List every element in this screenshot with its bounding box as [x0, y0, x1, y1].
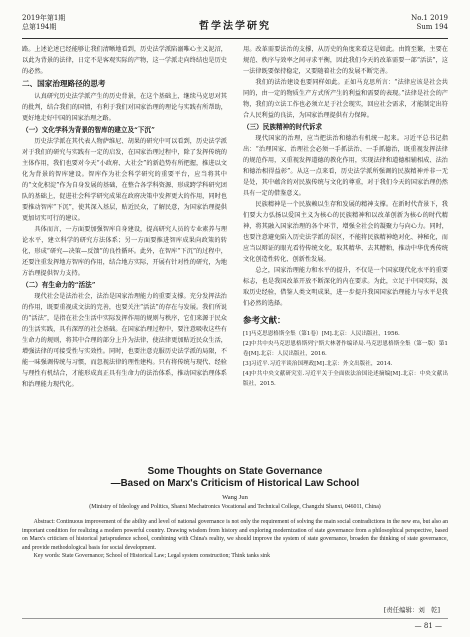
reference-item: [2]中共中央马克思恩格斯列宁斯大林著作编译局.马克思恩格斯全集（第一版）第1卷[M].北京：人民出版社，2016.	[243, 341, 448, 357]
reference-item: [3]习近平.习近平谈治国理政[M].北京：外文出版社，2014.	[243, 361, 393, 367]
journal-section-title: 哲学法学研究	[199, 21, 271, 32]
issue-info-right	[411, 14, 448, 32]
paragraph: 具体而言，一方面要加强智库自身建设，提高研究人员的专业素养与理论水平，建立科学的研究方法体系；另一方面要推进智库成果向政策的转化，形成“研究—决策—反馈”的良性循环。此外，在智库“下沉”的过程中，还要注重发挥地方智库的作用，结合地方实际，开展有针对性的研究，为地方治理提供智力支持。	[22, 226, 227, 277]
english-affiliation: (Ministry of Ideology and Politics, Shanxi Mechatronics Vocational and Technical College, Changzhi Shanxi, 046011, China)	[89, 504, 381, 510]
subsection-heading: （三）民族精神的时代诉求	[243, 123, 323, 131]
paragraph: 认真研究历史法学派产生的历史背景，在这个基础上，继续马克思对其的批判，结合我们的国情，有利于我们对国家治理的理论与实践有所帮助，更好地走好中国的国家治理之路。	[22, 93, 227, 122]
paragraph: 民族精神是一个民族赖以生存和发展的精神支撑。在新时代背景下，我们要大力弘扬以爱国主义为核心的民族精神和以改革创新为核心的时代精神，将其融入国家治理的各个环节，增强全社会的凝聚力与向心力。同时，也要注意避免陷入历史法学派的误区，不能将民族精神绝对化、神秘化，而应当以辩证的眼光看待传统文化，取其精华、去其糟粕，推动中华优秀传统文化创造性转化、创新性发展。	[243, 201, 448, 263]
paragraph: 现代社会是法治社会，法治是国家治理能力的重要支撑。充分发挥法治的作用，既要重视成文法的完善，也要关注“活法”的存在与发展。我们所说的“活法”，是指在社会生活中实际发挥作用的规则与秩序，它们来源于民众的生活实践，具有深厚的社会基础。在国家治理过程中，要注意吸收这些有生命力的规则，将其中合理的部分上升为法律，使法律更加贴近民众生活，增强法律的可接受性与实效性。同时，也要注意克服历史法学派的局限，不能一味强调传统与习惯，而忽视法律的理性建构。只有将传统与现代、经验与理性有机结合，才能形成真正具有生命力的法治体系，推动国家治理体系和治理能力现代化。	[22, 293, 227, 388]
page-number: — 81 —	[414, 622, 442, 630]
section-heading: 二、国家治理路径的思考	[22, 79, 106, 88]
page-header	[22, 14, 448, 39]
english-abstract-block	[22, 466, 448, 561]
issue-sum: Sum 194	[416, 23, 448, 31]
subsection-heading: （一）文化学科为背景的智库的建立及“下沉”	[22, 126, 155, 134]
english-subtitle: —Based on Marx's Criticism of Historical Law School	[110, 478, 360, 489]
paragraph: 用。改革需要法治的支撑，从历史的角度来看这是如此。由简至繁，主要在规范、秩序与效率之间寻求平衡，因此我们今天的改革需要一部“活法”，这一法律既要保持稳定，又要随着社会的发展不断完善。	[243, 46, 448, 75]
issue-year: 2019年第1期	[22, 14, 66, 22]
footer-divider	[22, 618, 448, 619]
paragraph: 历史法学派在其代表人物萨维尼、胡果的研究中可以看到，历史法学派对于我们的研究与实践有一定的启发，在国家治理过程中，除了发挥传统的主体作用，我们也要对今天“小政府、大社会”的新趋势有所把握，推进以文化为背景的智库建设。智库作为社会科学研究的重要平台，应当将其中的“文化积淀”作为自身发展的基础，在整合各学科资源、形成跨学科研究团队的基础上，促进社会科学研究成果在政府决策中发挥更大的作用，同时也要推动智库“下沉”，使其深入基层，贴近民众，了解民意，为国家治理提供更加切实可行的建议。	[22, 138, 227, 222]
right-column	[243, 44, 448, 462]
body-columns	[22, 44, 448, 462]
subsection-heading: （二）有生命力的“活法”	[22, 281, 96, 289]
paragraph: 现代国家的治理，应当把法治和德治有机统一起来。习近平总书记指出：“治理国家、治理社会必须一手抓法治、一手抓德治，既重视发挥法律的规范作用，又重视发挥道德的教化作用，实现法律和道德相辅相成、法治和德治相得益彰”。从这一点来看，历史法学派所强调的民族精神并非一无是处，其中蕴含的对民族传统与文化的尊重，对于我们今天的国家治理仍然具有一定的借鉴意义。	[243, 135, 448, 197]
reference-item: [4]中共中央文献研究室.习近平关于全面依法治国论述摘编[M].北京：中央文献出版社，2015.	[243, 371, 448, 387]
issue-total: 总第194期	[22, 23, 57, 31]
english-author: Wang Jun	[222, 494, 248, 501]
english-abstract: Abstract: Continuous improvement of the ability and level of national governance is not only the requirement of solving the main social contradictions in the new era, but also an important condition for realizing a modern powerful country. Drawing wisdom from history and exploring modernization of state governance from a philosophical perspective, based on Marx's criticism of historical jurisprudence school, combining with China's reality, we should improve the system of state governance, broaden the thinking of state governance, and provide methodological basis for social development.	[22, 519, 448, 551]
responsible-editor: [责任编辑：刘 乾]	[383, 606, 440, 614]
issue-number: No.1 2019	[411, 14, 448, 22]
english-keywords: Key words: State Governance; School of Historical Law; Legal system construction; Think tanks sink	[33, 553, 270, 559]
reference-item: [1]马克思恩格斯全集（第1卷）[M].北京：人民出版社，1956.	[243, 331, 400, 337]
left-column	[22, 44, 227, 462]
paragraph: 我们的法治建设也要同样如此。正如马克思所言：“法律应该是社会共同的，由一定的物质生产方式所产生的利益和需要的表现。”法律是社会的产物，我们的立法工作也必须立足于社会现实，回应社会需求，才能制定出符合人民利益的良法，为国家治理提供有力保障。	[243, 79, 448, 119]
paragraph: 路。上述论述已经能够让我们清晰地看到，历史法学派陷溺唯心主义泥沼，以此为背景的法律，日定不是客观实际的产物，这一学派走向终结也是历史的必然。	[22, 46, 227, 75]
english-title: Some Thoughts on State Governance	[147, 466, 323, 477]
references-heading: 参考文献：	[243, 316, 286, 326]
paragraph: 总之，国家治理能力和水平的提升，不仅是一个国家现代化水平的重要标志，也是我国改革开放不断深化的内在要求。为此，立足于中国实际，汲取历史经验，借鉴人类文明成果，进一步提升我国国家治理能力与水平是我们必然的选择。	[243, 267, 448, 307]
